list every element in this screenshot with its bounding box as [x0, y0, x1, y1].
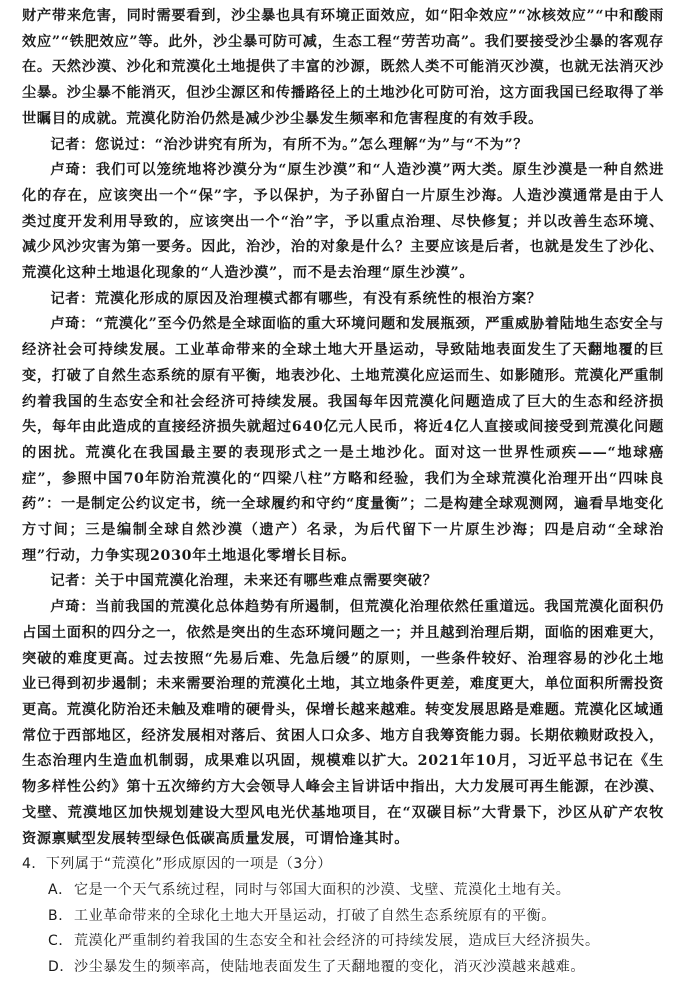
question-stem: 4．下列属于“荒漠化”形成原因的一项是（3分）	[22, 856, 332, 873]
passage-paragraph-1: 财产带来危害，同时需要看到，沙尘暴也具有环境正面效应，如“阳伞效应”“冰核效应”“中和酸雨效应”“铁肥效应”等。此外，沙尘暴可防可减，生态工程“劳苦功高”。我们要接受沙尘暴的客观存在。天然沙漠、沙化和荒漠化土地提供了丰富的沙源，既然人类不可能消灭沙漠，也就无法消灭沙尘暴。沙尘暴不能消灭，但沙尘源区和传播路径上的土地沙化可防可治，这方面我国已经取得了举世瞩目的成就。荒漠化防治仍然是减少沙尘暴发生频率和危害程度的有效手段。	[22, 8, 664, 127]
option-a-text: 它是一个天气系统过程，同时与邻国大面积的沙漠、戈壁、荒漠化土地有关。	[74, 881, 571, 898]
answer-paragraph-1: 卢琦：我们可以笼统地将沙漠分为“原生沙漠”和“人造沙漠”两大类。原生沙漠是一种自然进化的存在，应该突出一个“保”字，予以保护，为子孙留白一片原生沙海。人造沙漠通常是由于人类过度开发利用导致的，应该突出一个“治”字，予以重点治理、尽快修复；并以改善生态环境、减少风沙灾害为第一要务。因此，治沙，治的对象是什么？主要应该是后者，也就是发生了沙化、荒漠化这种土地退化现象的“人造沙漠”，而不是去治理“原生沙漠”。	[22, 162, 664, 282]
reporter-question-2: 记者：荒漠化形成的原因及治理模式都有哪些，有没有系统性的根治方案？	[50, 290, 542, 307]
option-d-letter: D．	[48, 959, 74, 976]
reporter-question-1: 记者：您说过：“治沙讲究有所为，有所不为。”怎么理解“为”与“不为”？	[50, 136, 529, 153]
answer-paragraph-3: 卢琦：当前我国的荒漠化总体趋势有所遏制，但荒漠化治理依然任重道远。我国荒漠化面积仍占国土面积的四分之一，依然是突出的生态环境问题之一；并且越到治理后期，面临的困难更大，突破的难度更高。过去按照“先易后难、先急后缓”的原则，一些条件较好、治理容易的沙化土地业已得到初步遏制；未来需要治理的荒漠化土地，其立地条件更差，难度更大，单位面积所需投资更高。荒漠化防治还未触及难啃的硬骨头，保增长越来越难。转变发展思路是难题。荒漠化区域通常位于西部地区，经济发展相对落后、贫困人口众多、地方自我筹资能力弱。长期依赖财政投入，生态治理内生造血机制弱，成果难以巩固，规模难以扩大。2021年10月，习近平总书记在《生物多样性公约》第十五次缔约方大会领导人峰会主旨讲话中指出，大力发展可再生能源，在沙漠、戈壁、荒漠地区加快规划建设大型风电光伏基地项目，在“双碳目标”大背景下，沙区从矿产农牧资源禀赋型发展转型绿色低碳高质量发展，可谓恰逢其时。	[22, 599, 664, 847]
option-b-letter: B．	[48, 907, 73, 924]
reporter-question-3: 记者：关于中国荒漠化治理，未来还有哪些难点需要突破？	[50, 573, 438, 590]
option-c-text: 荒漠化严重制约着我国的生态安全和社会经济的可持续发展，造成巨大经济损失。	[74, 933, 600, 950]
option-a[interactable]	[22, 878, 664, 904]
option-d-text: 沙尘暴发生的频率高，使陆地表面发生了天翻地覆的变化，消灭沙漠越来越难。	[74, 959, 585, 976]
option-b-text: 工业革命带来的全球化土地大开垦运动，打破了自然生态系统原有的平衡。	[74, 907, 556, 924]
answer-paragraph-2: 卢琦：“荒漠化”至今仍然是全球面临的重大环境问题和发展瓶颈，严重威胁着陆地生态安全与经济社会可持续发展。工业革命带来的全球土地大开垦运动，导致陆地表面发生了天翻地覆的巨变，打破了自然生态系统的原有平衡，地表沙化、土地荒漠化应运而生、如影随形。荒漠化严重制约着我国的生态安全和社会经济可持续发展。我国每年因荒漠化问题造成了巨大的生态和经济损失，每年由此造成的直接经济损失就超过640亿元人民币，将近4亿人直接或间接受到荒漠化问题的困扰。荒漠化在我国最主要的表现形式之一是土地沙化。面对这一世界性顽疾——“地球癌症”，参照中国70年防治荒漠化的“四梁八柱”方略和经验，我们为全球荒漠化治理开出“四味良药”：一是制定公约议定书，统一全球履约和守约“度量衡”；二是构建全球观测网，遍看旱地变化方寸间；三是编制全球自然沙漠（遗产）名录，为后代留下一片原生沙海；四是启动“全球治理”行动，力争实现2030年土地退化零增长目标。	[22, 316, 664, 564]
option-c[interactable]	[22, 929, 664, 955]
option-c-letter: C．	[48, 933, 73, 950]
option-d[interactable]	[22, 955, 664, 981]
option-a-letter: A．	[48, 881, 73, 898]
option-b[interactable]	[22, 904, 664, 930]
